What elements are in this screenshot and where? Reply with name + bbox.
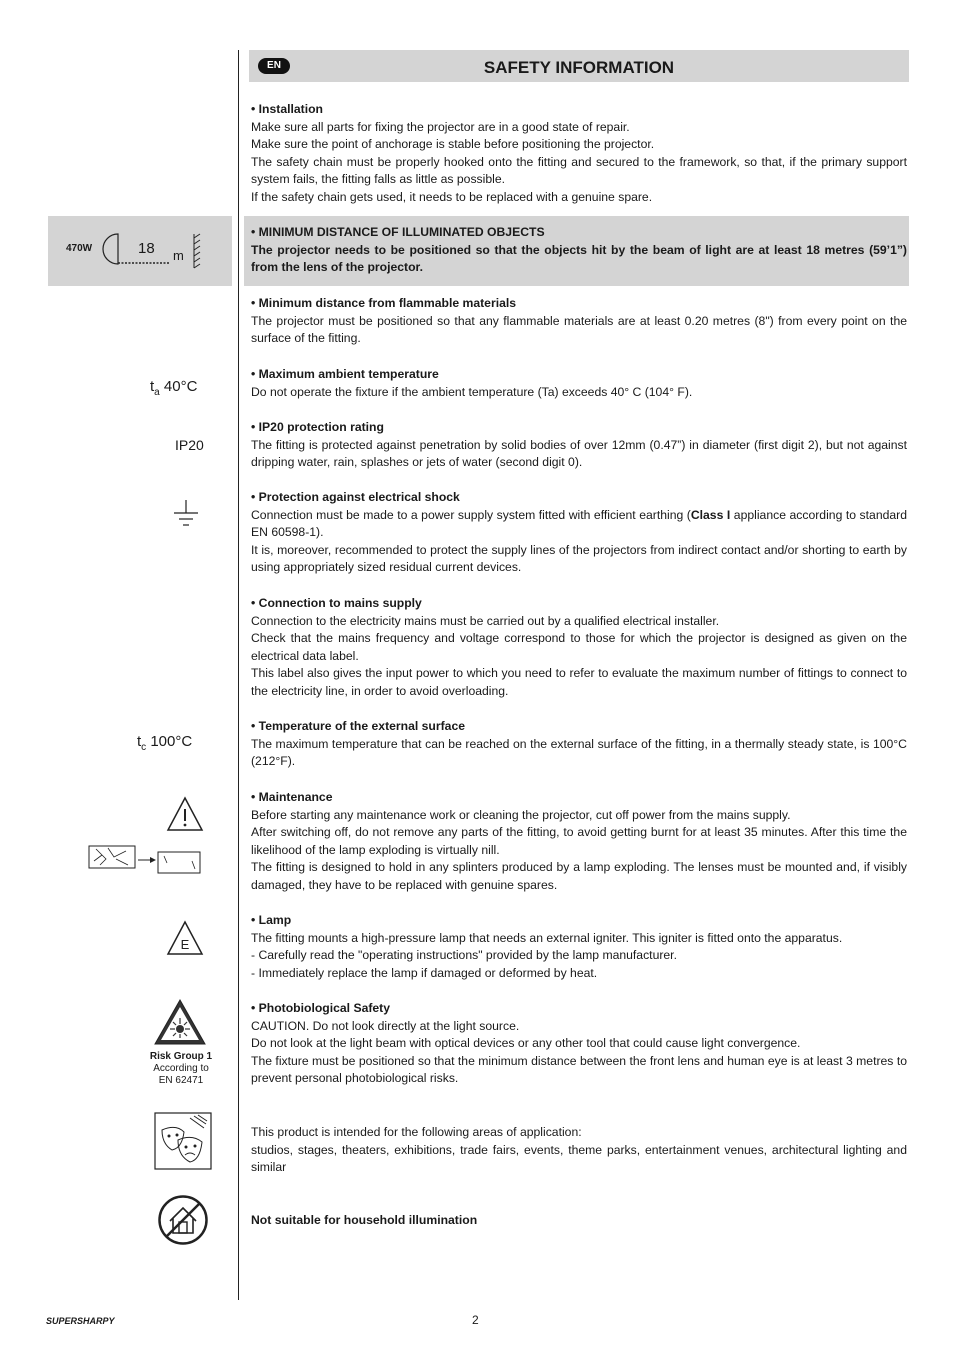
mains-heading: • Connection to mains supply [251, 596, 422, 610]
photobiological-risk-icon [153, 998, 207, 1046]
surface-heading: • Temperature of the external surface [251, 719, 466, 733]
section-header [249, 50, 909, 82]
mains-line: Connection to the electricity mains must be carried out by a qualified electrical installer. [251, 613, 720, 628]
photobio-line: The fixture must be positioned so that the minimum distance between the front lens and human eye is at least 3 metres to prevent personal photobiological risks. [251, 1053, 907, 1086]
lens-replacement-icon [88, 843, 206, 875]
photobio-heading: • Photobiological Safety [251, 1001, 391, 1015]
language-badge: EN [258, 58, 290, 74]
ambient-section [251, 366, 907, 401]
surface-section [251, 718, 907, 771]
photobio-section [251, 1000, 907, 1088]
min-distance-section [251, 224, 907, 277]
application-line: studios, stages, theaters, exhibitions, trade fairs, events, theme parks, entertainment venues, architectural lighting and similar [251, 1142, 907, 1175]
mains-line: Check that the mains frequency and voltage correspond to those for which the projector is designed as given on the electrical data label. [251, 631, 907, 663]
min-distance-heading: • MINIMUM DISTANCE OF ILLUMINATED OBJECTS [251, 225, 545, 239]
lamp-line: - Immediately replace the lamp if damaged or deformed by heat. [251, 965, 598, 980]
ip20-text: The fitting is protected against penetration by solid bodies of over 12mm (0.47”) in diameter (first digit 2), but not against dripping water, rain, splashes or jets of water (second digit 0). [251, 437, 907, 470]
flammable-heading: • Minimum distance from flammable materials [251, 296, 517, 310]
installation-heading: • Installation [251, 102, 323, 116]
theater-masks-icon [154, 1112, 212, 1170]
warning-icon [166, 796, 204, 832]
installation-section [251, 101, 907, 207]
lamp-e-icon [166, 920, 204, 956]
mains-line: This label also gives the input power to which you need to refer to evaluate the maximum number of fittings to connect to the electricity line, in order to avoid overloading. [251, 666, 907, 698]
surface-temp-symbol: $t_c$ 100°C [137, 733, 193, 753]
shock-heading: • Protection against electrical shock [251, 490, 460, 504]
maintenance-heading: • Maintenance [251, 790, 333, 804]
ip20-section [251, 419, 907, 472]
lamp-line: - Carefully read the "operating instructions" provided by the lamp manufacturer. [251, 948, 677, 963]
distance-value: 18 [138, 240, 155, 257]
surface-text: The maximum temperature that can be reached on the external surface of the fitting, in a thermally steady state, is 100°C (212°F). [251, 736, 907, 769]
maintenance-line: After switching off, do not remove any parts of the fitting, to avoid getting burnt for at least 35 minutes. After this time the likelihood of the lamp exploding is virtually nill. [251, 825, 907, 857]
lamp-section [251, 912, 907, 982]
application-section [251, 1124, 907, 1177]
distance-unit: m [173, 248, 184, 263]
ambient-heading: • Maximum ambient temperature [251, 367, 439, 381]
mains-section [251, 595, 907, 701]
installation-line: Make sure the point of anchorage is stable before positioning the projector. [251, 137, 655, 152]
column-divider [238, 50, 239, 1300]
distance-watt-label: 470W [66, 243, 93, 254]
ip20-heading: • IP20 protection rating [251, 420, 384, 434]
flammable-text: The projector must be positioned so that any flammable materials are at least 0.20 metres (8") from every point on the surface of the fitting. [251, 313, 907, 346]
installation-line: The safety chain must be properly hooked onto the fitting and secured to the framework, so that, if the primary support system fails, the fitting falls as little as possible. [251, 154, 907, 187]
household-text: Not suitable for household illumination [251, 1213, 478, 1227]
maintenance-line: The fitting is designed to hold in any splinters produced by a lamp exploding. The lenses must be mounted and, if visibly damaged, they have to be replaced with genuine spares. [251, 860, 907, 892]
photobio-line: Do not look at the light beam with optical devices or any other tool that could cause light convergence. [251, 1036, 801, 1051]
photobio-line: CAUTION. Do not look directly at the light source. [251, 1018, 520, 1033]
lamp-heading: • Lamp [251, 913, 292, 927]
maintenance-section [251, 789, 907, 895]
page-title: SAFETY INFORMATION [483, 58, 675, 77]
svg-text:E: E [180, 937, 190, 952]
shock-text-2: It is, moreover, recommended to protect the supply lines of the projectors from indirect contact and/or shorting to earth by using appropriately sized residual current devices. [251, 542, 907, 575]
ambient-temp-symbol: $t_a$ 40°C [150, 378, 198, 398]
installation-line: If the safety chain gets used, it needs to be replaced with a genuine spare. [251, 189, 653, 204]
lamp-line: The fitting mounts a high-pressure lamp that needs an external igniter. This igniter is fitted onto the apparatus. [251, 930, 843, 945]
household-section [251, 1212, 907, 1230]
earth-ground-icon [173, 499, 199, 529]
maintenance-line: Before starting any maintenance work or cleaning the projector, cut off power from the mains supply. [251, 807, 791, 822]
risk-group-label: Risk Group 1 [149, 1051, 213, 1062]
standard-label: EN 62471 [158, 1075, 204, 1086]
flammable-section [251, 295, 907, 348]
installation-line: Make sure all parts for fixing the projector are in a good state of repair. [251, 119, 630, 134]
page-number: 2 [472, 1313, 479, 1327]
according-label: According to [153, 1063, 209, 1074]
ip20-symbol: IP20 [175, 437, 204, 453]
shock-section [251, 489, 907, 577]
no-household-icon [157, 1194, 209, 1246]
min-distance-text: The projector needs to be positioned so that the objects hit by the beam of light are at least 18 metres (59’1”) from the lens of the projector. [251, 242, 907, 275]
brand-logo: SUPERSHARPY [46, 1316, 115, 1326]
application-line: This product is intended for the following areas of application: [251, 1125, 582, 1139]
shock-text: Connection must be made to a power supply system fitted with efficient earthing (Class I appliance according to standard EN 60598-1). [251, 507, 907, 540]
ambient-text: Do not operate the fixture if the ambient temperature (Ta) exceeds 40° C (104° F). [251, 384, 693, 399]
